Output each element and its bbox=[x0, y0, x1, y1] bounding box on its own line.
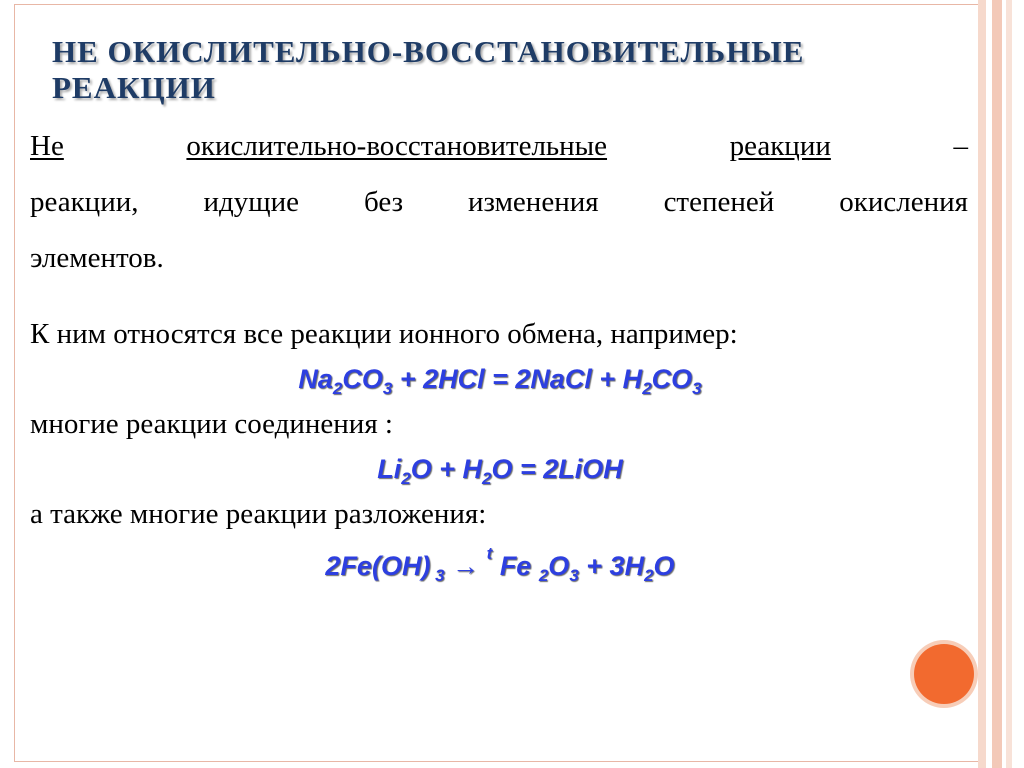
term-word: Не bbox=[30, 130, 64, 162]
eq-part: O = 2LiOH bbox=[491, 454, 623, 484]
decomposition-intro: а также многие реакции разложения: bbox=[30, 498, 487, 530]
eq-part: CO bbox=[342, 364, 383, 394]
term-word: реакции bbox=[729, 130, 831, 162]
orange-circle-decoration bbox=[914, 644, 974, 704]
term-word: окислительно-восстановительные bbox=[186, 130, 608, 162]
eq-subscript: 2 bbox=[642, 379, 652, 398]
eq-part: O + H bbox=[410, 454, 482, 484]
eq-part: Na bbox=[298, 364, 333, 394]
slide-title: НЕ ОКИСЛИТЕЛЬНО-ВОССТАНОВИТЕЛЬНЫЕ РЕАКЦИИ bbox=[52, 34, 805, 105]
eq-subscript: 2 bbox=[481, 469, 492, 488]
eq-subscript: 3 bbox=[382, 379, 393, 398]
eq-subscript: 3 bbox=[430, 566, 445, 585]
definition-word: окисления bbox=[839, 186, 968, 218]
definition-word: идущие bbox=[203, 186, 299, 218]
definition-line-2 bbox=[30, 174, 968, 230]
eq-part: + 2HCl = 2NaCl + H bbox=[392, 364, 643, 394]
eq-subscript: 3 bbox=[692, 379, 702, 398]
eq-part: Fe bbox=[492, 551, 539, 581]
combination-intro: многие реакции соединения : bbox=[30, 408, 393, 440]
eq-part: O bbox=[548, 551, 570, 581]
eq-subscript: 2 bbox=[332, 379, 343, 398]
ion-exchange-intro: К ним относятся все реакции ионного обмена, например: bbox=[30, 318, 738, 350]
eq-superscript: t bbox=[486, 544, 493, 563]
equation-combination bbox=[0, 454, 1000, 489]
definition-line-1 bbox=[30, 118, 968, 174]
eq-part: 2Fe(OH) bbox=[325, 551, 431, 581]
definition-word: без bbox=[363, 186, 404, 218]
eq-part: CO bbox=[651, 364, 693, 394]
definition-word: изменения bbox=[468, 186, 599, 218]
eq-part: + 3H bbox=[578, 551, 645, 581]
reaction-arrow-icon: → bbox=[444, 551, 487, 581]
definition-dash: – bbox=[953, 130, 968, 162]
equation-decomposition bbox=[0, 544, 1000, 586]
definition-word: реакции, bbox=[30, 186, 139, 218]
eq-subscript: 2 bbox=[644, 566, 654, 585]
decorative-stripe bbox=[1006, 0, 1012, 768]
eq-subscript: 3 bbox=[569, 566, 579, 585]
definition-paragraph bbox=[30, 118, 968, 286]
eq-part: O bbox=[653, 551, 675, 581]
equation-ion-exchange bbox=[0, 364, 1000, 399]
eq-part: Li bbox=[377, 454, 402, 484]
definition-line-3: элементов. bbox=[30, 242, 164, 274]
eq-subscript: 2 bbox=[401, 469, 411, 488]
eq-subscript: 2 bbox=[538, 566, 549, 585]
definition-word: степеней bbox=[663, 186, 775, 218]
